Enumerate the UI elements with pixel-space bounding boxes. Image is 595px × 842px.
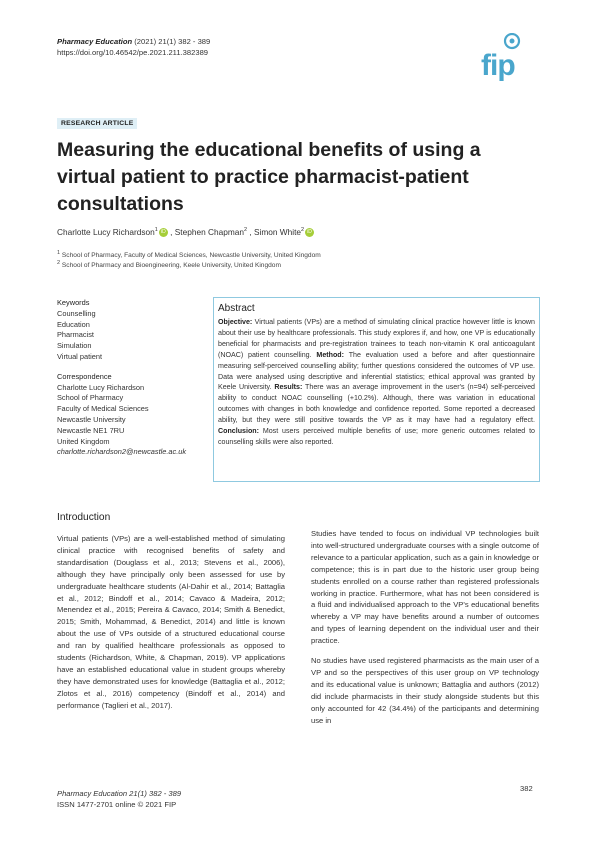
footer-journal: Pharmacy Education 21(1) 382 - 389 [57,789,182,798]
footer-issn: ISSN 1477-2701 online © 2021 FIP [57,800,177,809]
affiliation-1 [57,250,321,259]
orcid-icon[interactable]: iD [305,228,314,237]
journal-name: Pharmacy Education [57,37,133,46]
correspondence-line: Newcastle University [57,414,126,424]
author-list [57,227,314,237]
body-paragraph: Virtual patients (VPs) are a well-established method of simulating clinical practice with recognised benefits of safety and standardisation (Douglass et al., 2013; Stevens et al., 2006), although they have principally only been assessed for use by undergraduate healthcare students (Al-Dahir et al., 2014; Battaglia et al., 2012; Bindoff et al., 2014; Cavaco & Madeira, 2012; Menendez et al., 2015; Pereira & Cavaco, 2014; Smith & Benedict, 2015; Smith, Mohammad, & Benedict, 2014) and little is known about the use of VPs outside of a structured educational course and ran by qualified healthcare professionals as opposed to students (Richardson, White, & Chapman, 2019). VP applications have an established educational value in student groups whereby they have demonstrated uses for knowledge (Battaglia et al., 2012; Zlotos et al., 2016) competency (Bindoff et al., 2014) and performance (Taglieri et al., 2017). [57,534,285,710]
correspondence-line: School of Pharmacy [57,393,124,403]
abstract-box [213,297,540,482]
article-title: Measuring the educational benefits of using a virtual patient to practice pharmacist-patient consultations [57,139,481,215]
journal-issue: (2021) 21(1) 382 - 389 [134,37,211,46]
author-2-affiliation: 2 [243,227,248,234]
affiliation-2 [57,260,281,269]
correspondence-line: Charlotte Lucy Richardson [57,382,145,392]
fip-logo-text: fip [481,49,515,82]
introduction-heading: Introduction [57,512,111,523]
objective-text: Virtual patients (VPs) are a method of simulating clinical practice however little is known about their use by healthcare professionals. This study explores if, and how, one VP is educationally beneficial for pharmacists and pre-registration trainees to teach non-vitamin K oral anticoagulant (NOAC) patient counselling. [218,318,535,359]
conclusion-label: Conclusion: [218,427,259,436]
sidebar [57,298,207,458]
article-type-badge: RESEARCH ARTICLE [57,118,137,129]
method-label: Method: [316,350,345,359]
objective-label: Objective: [218,318,253,326]
affiliation-text: School of Pharmacy and Bioengineering, Keele University, United Kingdom [61,262,281,270]
author-1-affiliation: 1 [154,227,158,234]
author-3-affiliation: 2 [301,227,305,234]
keyword-item: Counselling [57,308,96,318]
orcid-icon[interactable]: iD [159,228,168,237]
affiliation-text: School of Pharmacy, Faculty of Medical Sciences, Newcastle University, United Kingdom [61,252,321,260]
conclusion-text: Most users perceived multiple benefits of use; more generic outcomes related to counselling skills were also reported. [218,427,535,446]
correspondence-line: Newcastle NE1 7RU [57,425,125,435]
keywords-heading: Keywords [57,298,90,307]
body-paragraph: No studies have used registered pharmacists as the main user of a VP and so the perspectives of this user group on VP technology and its educational value is unknown; Battaglia and authors (2012) did include pharmacists in their study alongside students but this only accounted for 42 (34.4%) of the participants and determining use in [311,656,539,725]
author-2: , Stephen Chapman [170,227,244,237]
body-paragraph: Studies have tended to focus on individual VP technologies built into well-structured undergraduate courses with a single outcome of relevance to a particular application, such as a gain in knowledge or competence; this is in part due to the historic user group being students enrolled on a course rather than registered professionals working in practice. Furthermore, what has not been considered is a fluid and individualised approach to the VP's educational benefits whereby a VP may have benefits around a number of outcomes and types of learning dependent on the individual user and their practice. [311,529,539,646]
results-label: Results: [274,383,303,392]
keyword-item: Education [57,319,90,329]
correspondence-line: United Kingdom [57,436,110,446]
keyword-item: Virtual patient [57,351,103,361]
affiliation-number: 1 [57,250,61,256]
fip-logo [481,33,539,81]
abstract-text [218,317,535,448]
page-number: 382 [520,784,533,793]
abstract-heading: Abstract [218,303,255,314]
correspondence-line: Faculty of Medical Sciences [57,404,149,414]
correspondence-heading: Correspondence [57,371,112,381]
keyword-item: Simulation [57,341,92,351]
author-3: , Simon White [249,227,301,237]
body-column-right [311,528,539,735]
results-text: There was an average improvement in the user's (n=94) self-perceived ability to conduct NOAC counselling (+10.2%). Although, there was variation in educational outcomes with changes in both knowledge and confidence reported. Some reported a decreased ability, but they were still positive towards the VP as it may have had a regulatory effect. [218,383,535,425]
affiliation-number: 2 [57,260,61,266]
body-column-left [57,533,285,720]
method-text: The evaluation used a before and after questionnaire measuring self-perceived counselling ability; further questions considered the outcomes of VP use. Data were analysed using descriptive and inferential statistics; ethical approval was granted by Keele University. [218,350,535,392]
doi-link[interactable]: https://doi.org/10.46542/pe.2021.211.382389 [57,48,209,57]
author-1: Charlotte Lucy Richardson [57,227,155,237]
correspondence-email[interactable]: charlotte.richardson2@newcastle.ac.uk [57,447,187,457]
journal-citation [57,37,210,48]
keyword-item: Pharmacist [57,330,94,340]
